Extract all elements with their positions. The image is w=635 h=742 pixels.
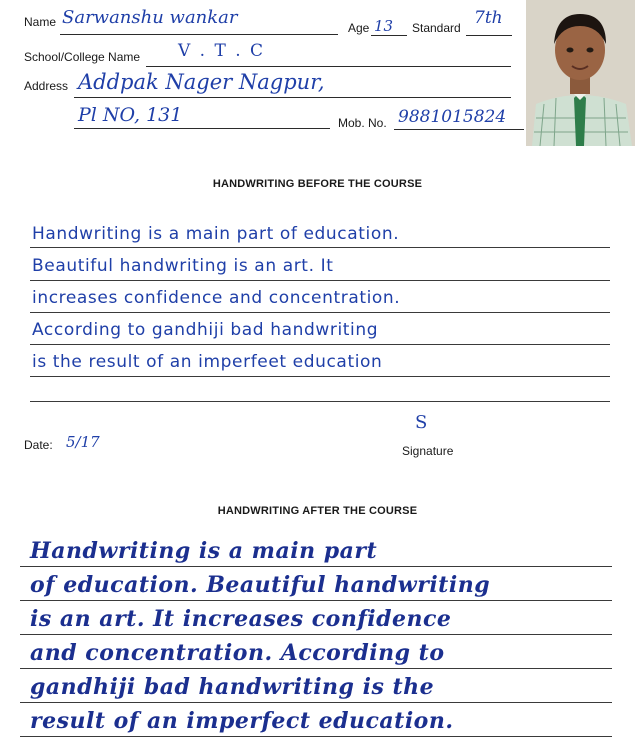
age-value: 13 (374, 17, 394, 35)
standard-label: Standard (412, 21, 461, 35)
after-line-1: Handwriting is a main part (30, 538, 378, 564)
after-line-3: is an art. It increases confidence (30, 606, 452, 632)
mob-label: Mob. No. (338, 116, 387, 130)
after-rule-2 (20, 600, 612, 601)
after-heading: HANDWRITING AFTER THE COURSE (217, 505, 418, 517)
before-line-2: Beautiful handwriting is an art. It (32, 256, 334, 276)
address-label: Address (24, 79, 69, 93)
signature-label: Signature (402, 444, 454, 458)
standard-value: 7th (474, 8, 503, 28)
before-rule-6 (30, 401, 610, 402)
after-line-6: result of an imperfect education. (30, 708, 454, 734)
address-line1: Addpak Nager Nagpur, (78, 70, 325, 94)
name-line (60, 34, 338, 35)
after-line-5: gandhiji bad handwriting is the (30, 674, 435, 700)
age-label: Age (348, 21, 370, 35)
before-rule-3 (30, 312, 610, 313)
date-label: Date: (24, 438, 53, 452)
after-line-4: and concentration. According to (30, 640, 445, 666)
before-heading: HANDWRITING BEFORE THE COURSE (212, 178, 423, 190)
before-line-1: Handwriting is a main part of education. (32, 224, 400, 244)
before-rule-2 (30, 280, 610, 281)
age-line (371, 35, 407, 36)
before-rule-5 (30, 376, 610, 377)
after-line-2: of education. Beautiful handwriting (30, 572, 491, 598)
date-value: 5/17 (66, 433, 100, 451)
after-rule-6 (20, 736, 612, 737)
after-rule-1 (20, 566, 612, 567)
address-line2: Pl NO, 131 (78, 104, 183, 126)
name-value: Sarwanshu wankar (62, 7, 238, 28)
school-label: School/College Name (24, 50, 141, 64)
address-line2-rule (74, 128, 330, 129)
mob-value: 9881015824 (398, 107, 507, 127)
before-line-3: increases confidence and concentration. (32, 288, 401, 308)
before-line-4: According to gandhiji bad handwriting (32, 320, 379, 340)
address-line1-rule (74, 97, 511, 98)
after-rule-4 (20, 668, 612, 669)
name-label: Name (24, 15, 57, 29)
mob-line (394, 129, 524, 130)
after-rule-5 (20, 702, 612, 703)
after-rule-3 (20, 634, 612, 635)
before-line-5: is the result of an imperfeet education (32, 352, 383, 372)
student-photo (526, 0, 635, 146)
student-portrait-image (526, 0, 635, 146)
signature-mark: S (415, 412, 428, 433)
before-rule-4 (30, 344, 610, 345)
before-rule-1 (30, 247, 610, 248)
school-value: V . T . C (178, 41, 266, 61)
standard-line (466, 35, 512, 36)
school-line (146, 66, 511, 67)
